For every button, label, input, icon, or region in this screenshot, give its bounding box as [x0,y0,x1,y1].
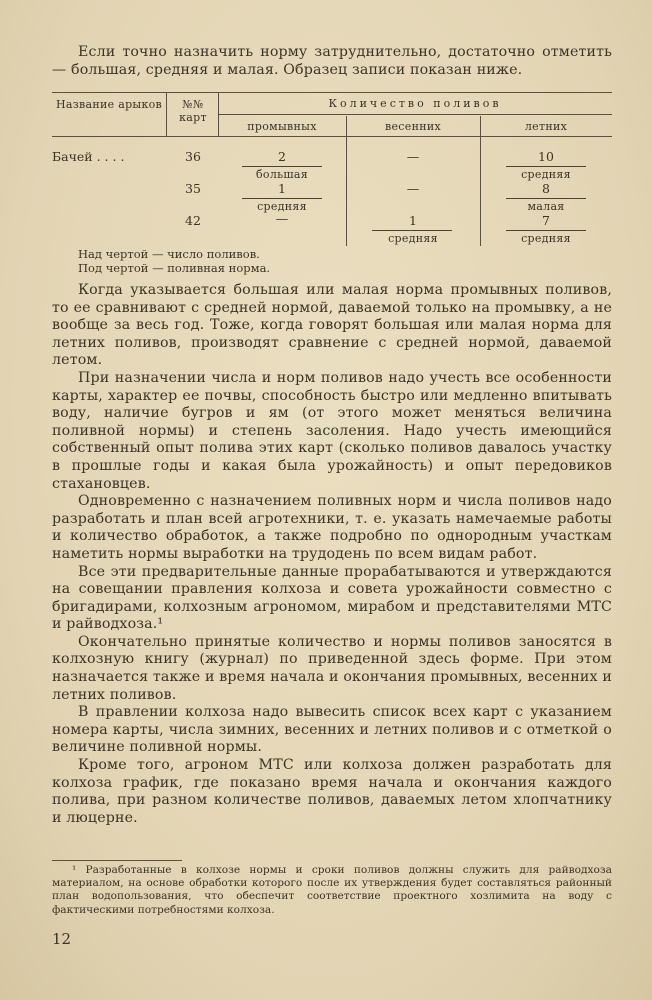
paragraph: При назначении числа и норм поливов надо учесть все особенности карты, характер ее почвы, способность быстро или медленно впитывать воду, наличие бугров и ям (от этого может меняться величина поливной нормы) и степень засоления. Надо учесть имеющийся собственный опыт полива этих карт (сколько поливов давалось участку в прошлые годы и какая была урожайность) и опыт передовиков стахановцев. [52,369,612,492]
paragraph: Одновременно с назначением поливных норм и числа поливов надо разработать и план всей агротехники, т. е. указать намечаемые работы и количество обработок, а также подробно по однородным участкам наметить нормы выработки на трудодень по всем видам работ. [52,493,612,562]
legend-above: Над чертой — число поливов. [78,247,260,261]
spring-count: — [406,149,420,164]
fraction-line [506,198,586,199]
fraction-line [242,198,322,199]
paragraph: Окончательно принятые количество и нормы поливов заносятся в колхозную книгу (журнал) по приведенной здесь форме. При этом назначается также и время начала и окончания промывных, весенних и летних поливов. [52,633,612,703]
summer-count: 10 [538,149,554,164]
body-text [52,282,612,827]
paragraph: Когда указывается большая или малая норма промывных поливов, то ее сравнивают с средней нормой, даваемой только на промывку, а не вообще за весь год. Тоже, когда говорят большая или малая норма для летних поливов, производят сравнение с средней нормой, даваемой летом. [52,282,612,369]
table-top-rule [52,92,612,93]
canal-name: Бачей . . . . [52,149,125,164]
footnote-rule [52,860,182,861]
spring-count: — [406,181,420,196]
footnote: ¹ Разработанные в колхозе нормы и сроки поливов должны служить для райводхоза материалом, на основе обработки которого после их утверждения будет составляться районный план водопользования, что обеспечит соответствие проектного хозлимита на воду с фактическими потребностями колхоза. [52,864,612,916]
flush-norm: большая [255,168,309,181]
card-number: 35 [185,181,201,196]
header-canal: Название арыков [55,98,163,111]
summer-count: 7 [542,213,550,228]
page-number: 12 [52,930,72,948]
header-flush: промывных [247,120,317,133]
paragraph: Все эти предварительные данные прорабатываются и утверждаются на совещании правления колхоза и совета урожайности совместно с бригадирами, колхозным агрономом, мирабом и представителями МТС и райводхоза.¹ [52,563,612,633]
intro-text: Если точно назначить норму затруднительно, достаточно отметить — большая, средняя и малая. Образец записи показан ниже. [52,44,612,78]
legend-below: Под чертой — поливная норма. [78,261,271,275]
card-number: 36 [185,149,201,164]
paragraph: Кроме того, агроном МТС или колхоза должен разработать для колхоза график, где показано время начала и окончания каждого полива, при разном количестве поливов, даваемых летом хлопчатнику и люцерне. [52,757,612,826]
header-cards: №№ карт [179,98,207,124]
card-number: 42 [185,213,201,228]
paragraph: В правлении колхоза надо вывесить список всех карт с указанием номера карты, числа зимних, весенних и летних поливов и с отметкой о величине поливной нормы. [52,704,612,756]
header-count: Количество поливов [328,97,502,110]
summer-norm: средняя [521,232,571,245]
flush-count: 1 [278,181,286,196]
header-summer: летних [524,120,568,133]
spring-norm: средняя [388,232,438,245]
flush-count: — [275,211,289,226]
summer-norm: малая [527,200,565,213]
table-header-rule [52,136,612,137]
fraction-line [372,230,452,231]
summer-norm: средняя [521,168,571,181]
spring-count: 1 [409,213,417,228]
intro-paragraph [52,44,612,79]
fraction-line [506,166,586,167]
table-col-divider [166,92,167,136]
header-spring: весенних [385,120,441,133]
summer-count: 8 [542,181,550,196]
flush-count: 2 [278,149,286,164]
flush-norm: средняя [257,200,307,213]
fraction-line [242,166,322,167]
fraction-line [506,230,586,231]
irrigation-table [52,92,612,250]
table-subheader-rule [218,114,612,115]
